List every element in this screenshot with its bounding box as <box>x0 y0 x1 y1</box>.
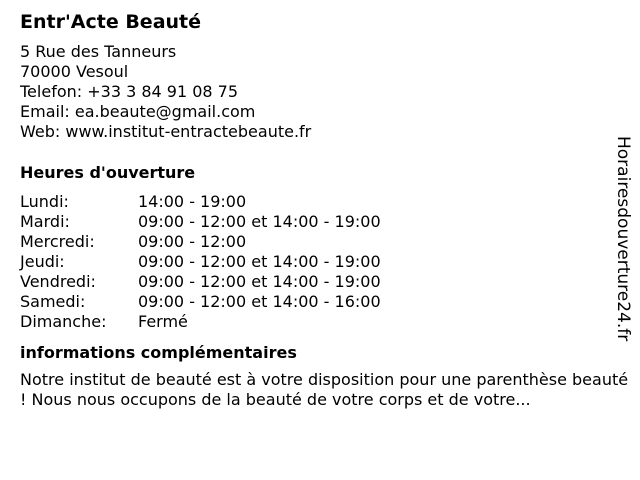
opening-hours-table <box>20 192 632 332</box>
hours-row-jeudi <box>20 252 632 272</box>
day-label: Lundi: <box>20 192 69 211</box>
hours-row-mardi <box>20 212 632 232</box>
brand-watermark: Horairesdouverture24.fr <box>613 136 633 342</box>
time-value: 09:00 - 12:00 et 14:00 - 19:00 <box>138 252 381 271</box>
email-address: Email: ea.beaute@gmail.com <box>20 102 256 121</box>
address-block <box>20 42 632 142</box>
website-address: Web: www.institut-entractebeaute.fr <box>20 122 312 141</box>
time-value: 09:00 - 12:00 et 14:00 - 19:00 <box>138 272 381 291</box>
phone-number: Telefon: +33 3 84 91 08 75 <box>20 82 239 101</box>
business-card <box>20 10 632 410</box>
additional-info-text: Notre institut de beauté est à votre disposition pour une parenthèse beauté ! Nous nous occupons de la beauté de votre corps et de votre... <box>20 370 629 409</box>
city-address: 70000 Vesoul <box>20 62 129 81</box>
hours-row-lundi <box>20 192 632 212</box>
time-value: 09:00 - 12:00 et 14:00 - 19:00 <box>138 212 381 231</box>
hours-row-samedi <box>20 292 632 312</box>
hours-row-mercredi <box>20 232 632 252</box>
day-label: Samedi: <box>20 292 86 311</box>
hours-row-dimanche <box>20 312 632 332</box>
day-label: Mardi: <box>20 212 70 231</box>
time-value: 09:00 - 12:00 <box>138 232 247 251</box>
hours-row-vendredi <box>20 272 632 292</box>
business-name: Entr'Acte Beauté <box>20 11 202 33</box>
day-label: Dimanche: <box>20 312 107 331</box>
day-label: Jeudi: <box>20 252 65 271</box>
opening-hours-title: Heures d'ouverture <box>20 163 196 182</box>
additional-info-title: informations complémentaires <box>20 343 297 362</box>
day-label: Mercredi: <box>20 232 95 251</box>
street-address: 5 Rue des Tanneurs <box>20 42 177 61</box>
time-value: Fermé <box>138 312 188 331</box>
time-value: 09:00 - 12:00 et 14:00 - 16:00 <box>138 292 381 311</box>
day-label: Vendredi: <box>20 272 96 291</box>
time-value: 14:00 - 19:00 <box>138 192 247 211</box>
